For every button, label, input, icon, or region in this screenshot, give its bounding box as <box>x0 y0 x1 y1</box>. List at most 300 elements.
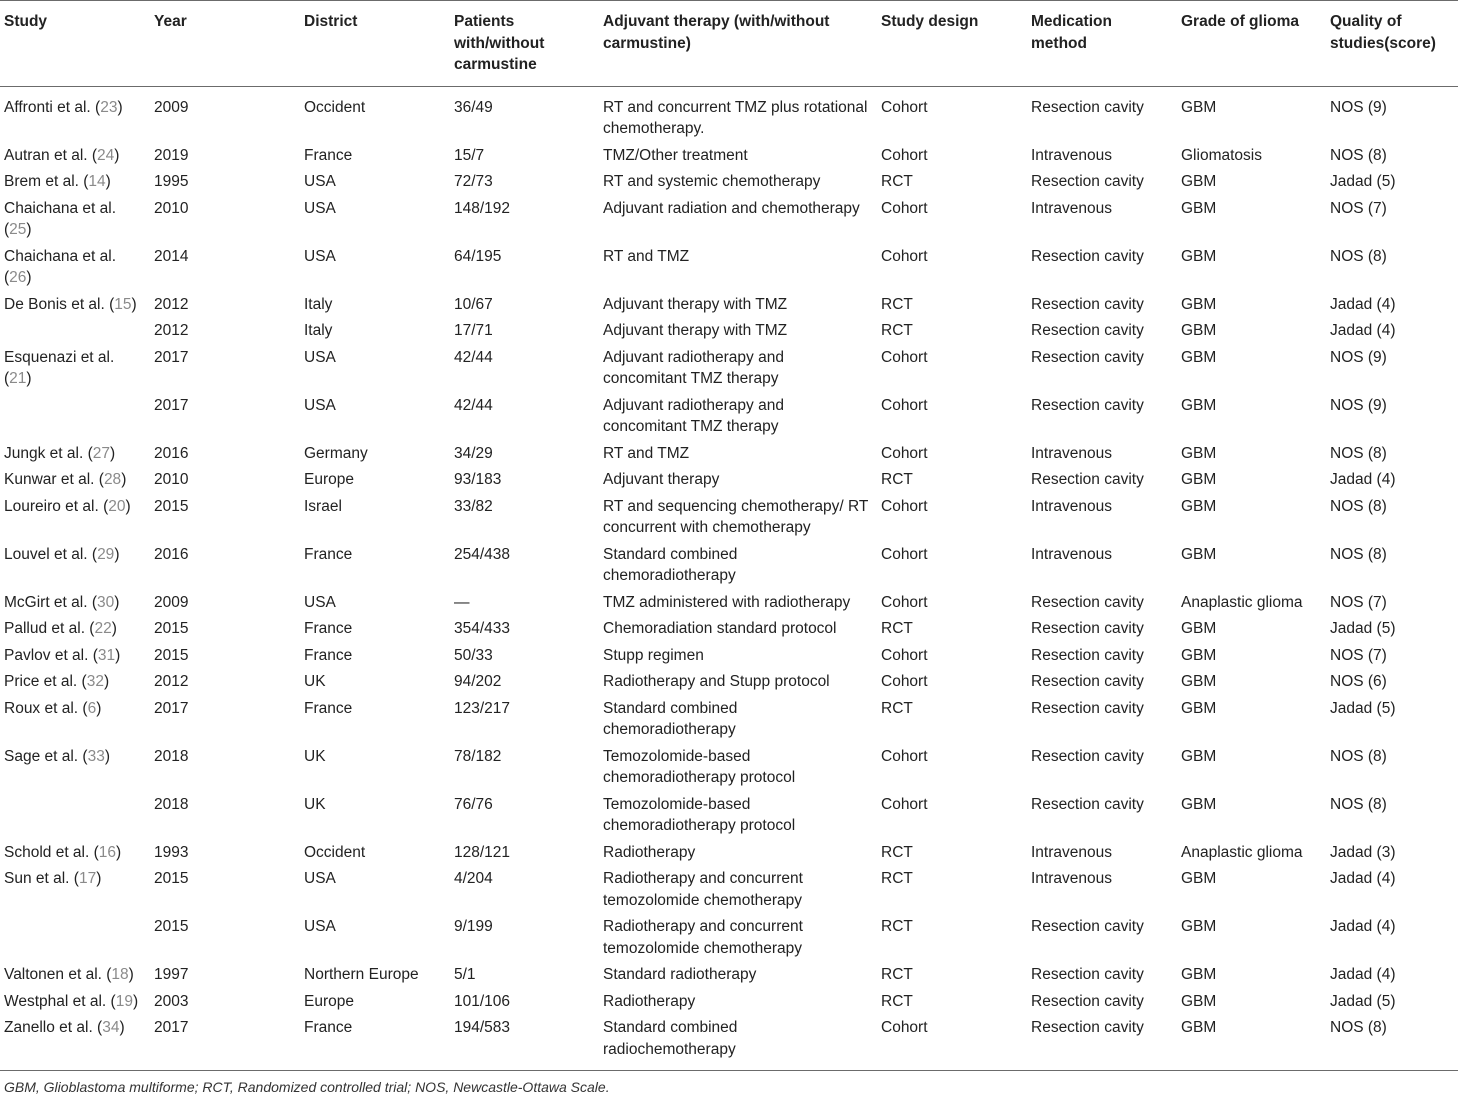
grade-cell: GBM <box>1181 545 1217 563</box>
year-cell: 2014 <box>154 247 189 265</box>
study-design-cell: Cohort <box>881 444 928 462</box>
grade-cell: GBM <box>1181 699 1217 717</box>
district-cell: USA <box>304 247 336 265</box>
district-cell: UK <box>304 795 326 813</box>
table-row <box>0 642 1458 669</box>
reference-link[interactable]: 21 <box>9 370 27 387</box>
quality-score-cell: Jadad (4) <box>1330 471 1396 488</box>
district-cell: USA <box>304 348 336 366</box>
reference-link[interactable]: 19 <box>115 992 133 1010</box>
header-medication-method: Medication method <box>1027 1 1177 87</box>
quality-score-cell: NOS (7) <box>1330 646 1387 664</box>
study-design-cell: RCT <box>881 173 913 190</box>
year-cell: 2018 <box>154 747 189 765</box>
year-cell: 2017 <box>154 699 189 717</box>
study-author-suffix: ) <box>111 620 117 637</box>
reference-link[interactable]: 34 <box>102 1019 120 1036</box>
adjuvant-therapy-cell: Standard combined chemoradiotherapy <box>603 699 738 738</box>
study-author-suffix: ) <box>96 870 102 887</box>
reference-link[interactable]: 26 <box>9 269 27 286</box>
district-cell: Occident <box>304 98 366 116</box>
study-cell <box>0 440 150 467</box>
patients-cell: 254/438 <box>454 545 511 563</box>
table-row <box>0 466 1458 493</box>
header-district: District <box>300 1 450 87</box>
medication-method-cell: Resection cavity <box>1031 396 1144 414</box>
medication-method-cell: Intravenous <box>1031 444 1112 462</box>
patients-cell: 5/1 <box>454 966 476 983</box>
study-author: Roux et al. ( <box>4 699 88 717</box>
year-cell: 2017 <box>154 348 189 366</box>
year-cell: 2012 <box>154 673 189 690</box>
header-study: Study <box>0 1 150 87</box>
patients-cell: 10/67 <box>454 295 493 313</box>
quality-score-cell: Jadad (3) <box>1330 843 1396 861</box>
adjuvant-therapy-cell: Adjuvant radiation and chemotherapy <box>603 199 860 217</box>
grade-cell: GBM <box>1181 396 1217 414</box>
patients-cell: 42/44 <box>454 348 493 366</box>
study-author: Pavlov et al. ( <box>4 646 98 664</box>
study-author-suffix: ) <box>117 98 123 116</box>
study-author-suffix: ) <box>26 269 32 286</box>
study-author: Esquenazi et al. ( <box>4 348 115 387</box>
year-cell: 2012 <box>154 295 189 313</box>
medication-method-cell: Resection cavity <box>1031 98 1144 116</box>
adjuvant-therapy-cell: TMZ/Other treatment <box>603 146 748 164</box>
year-cell: 2018 <box>154 795 189 813</box>
adjuvant-therapy-cell: RT and systemic chemotherapy <box>603 173 821 190</box>
study-cell <box>0 392 150 440</box>
table-row <box>0 291 1458 318</box>
study-cell <box>0 988 150 1015</box>
adjuvant-therapy-cell: Standard combined radiochemotherapy <box>599 1014 877 1071</box>
medication-method-cell: Resection cavity <box>1031 348 1144 366</box>
study-author: Zanello et al. ( <box>4 1019 103 1036</box>
study-author-suffix: ) <box>26 221 32 238</box>
district-cell: USA <box>304 173 336 190</box>
patients-cell: 72/73 <box>454 173 493 190</box>
header-adjuvant-therapy: Adjuvant therapy (with/without carmustine) <box>599 1 877 87</box>
study-author: Affronti et al. ( <box>4 98 101 116</box>
study-cell <box>0 743 150 791</box>
reference-link[interactable]: 15 <box>114 295 132 313</box>
table-row <box>0 1014 1458 1071</box>
district-cell: France <box>304 699 353 717</box>
district-cell: Europe <box>304 992 354 1010</box>
medication-method-cell: Resection cavity <box>1031 992 1144 1010</box>
quality-score-cell: NOS (8) <box>1330 444 1387 462</box>
medication-method-cell: Intravenous <box>1031 497 1112 515</box>
reference-link[interactable]: 30 <box>97 593 115 611</box>
quality-score-cell: Jadad (4) <box>1330 870 1396 887</box>
reference-link[interactable]: 22 <box>94 620 112 637</box>
quality-score-cell: Jadad (4) <box>1330 295 1396 313</box>
table-row <box>0 913 1458 961</box>
adjuvant-therapy-cell: Adjuvant therapy <box>603 471 720 488</box>
grade-cell: Anaplastic glioma <box>1181 593 1303 611</box>
district-cell: Italy <box>304 295 333 313</box>
quality-score-cell: NOS (8) <box>1330 146 1387 164</box>
study-author: Chaichana et al. ( <box>4 199 117 238</box>
study-design-cell: Cohort <box>881 673 928 690</box>
reference-link[interactable]: 6 <box>87 699 97 717</box>
study-cell <box>0 243 150 291</box>
study-author: Kunwar et al. ( <box>4 471 104 488</box>
adjuvant-therapy-cell: Radiotherapy <box>603 992 696 1010</box>
district-cell: France <box>300 1014 450 1071</box>
study-cell <box>0 839 150 866</box>
study-cell <box>0 668 150 695</box>
reference-link[interactable]: 24 <box>97 146 115 164</box>
study-cell <box>0 695 150 743</box>
grade-cell: GBM <box>1181 870 1217 887</box>
medication-method-cell: Resection cavity <box>1031 593 1144 611</box>
district-cell: Northern Europe <box>304 966 419 983</box>
reference-link[interactable]: 31 <box>97 646 116 664</box>
adjuvant-therapy-cell: RT and TMZ <box>603 444 690 462</box>
reference-link[interactable]: 33 <box>87 747 105 765</box>
year-cell: 1993 <box>154 843 189 861</box>
quality-score-cell: Jadad (4) <box>1330 966 1396 983</box>
district-cell: France <box>304 646 353 664</box>
adjuvant-therapy-cell: Standard combined chemoradiotherapy <box>603 545 738 584</box>
medication-method-cell: Resection cavity <box>1031 247 1144 265</box>
study-author: Loureiro et al. ( <box>4 497 109 515</box>
study-author-suffix: ) <box>119 1019 125 1036</box>
reference-link[interactable]: 27 <box>92 444 110 462</box>
reference-link[interactable]: 16 <box>98 843 117 861</box>
patients-cell: 42/44 <box>454 396 493 414</box>
district-cell: France <box>304 545 353 563</box>
study-design-cell: Cohort <box>881 247 928 265</box>
grade-cell: GBM <box>1181 795 1217 813</box>
year-cell: 2015 <box>154 497 189 515</box>
year-cell: 2017 <box>150 1014 300 1071</box>
quality-score-cell: NOS (8) <box>1326 1014 1458 1071</box>
grade-cell: GBM <box>1181 348 1217 366</box>
quality-score-cell: NOS (8) <box>1330 545 1387 563</box>
header-year: Year <box>150 1 300 87</box>
medication-method-cell: Resection cavity <box>1031 747 1144 765</box>
year-cell: 1995 <box>154 173 189 190</box>
patients-cell: 36/49 <box>454 98 493 116</box>
medication-method-cell: Resection cavity <box>1031 295 1144 313</box>
study-cell <box>0 195 150 243</box>
district-cell: USA <box>304 396 336 414</box>
patients-cell: 128/121 <box>454 843 511 861</box>
table-body <box>0 86 1458 1071</box>
study-design-cell: RCT <box>881 322 913 339</box>
adjuvant-therapy-cell: Adjuvant radiotherapy and concomitant TMZ therapy <box>603 396 784 435</box>
medication-method-cell: Resection cavity <box>1031 966 1144 983</box>
table-row <box>0 589 1458 616</box>
study-design-cell: Cohort <box>881 747 928 765</box>
district-cell: Occident <box>304 843 366 861</box>
medication-method-cell: Resection cavity <box>1031 322 1144 339</box>
table-row <box>0 493 1458 541</box>
reference-link[interactable]: 25 <box>9 221 27 238</box>
reference-link[interactable]: 17 <box>78 870 97 887</box>
district-cell: USA <box>304 199 336 217</box>
study-cell <box>0 168 150 195</box>
year-cell: 2015 <box>154 918 189 935</box>
table-row <box>0 961 1458 988</box>
study-design-cell: RCT <box>881 870 913 887</box>
table-row <box>0 344 1458 392</box>
medication-method-cell: Resection cavity <box>1031 620 1144 637</box>
grade-cell: GBM <box>1181 322 1217 339</box>
adjuvant-therapy-cell: Adjuvant therapy with TMZ <box>603 322 788 339</box>
study-author: Pallud et al. ( <box>4 620 95 637</box>
medication-method-cell: Intravenous <box>1031 843 1112 861</box>
table-row <box>0 195 1458 243</box>
medication-method-cell: Resection cavity <box>1031 699 1144 717</box>
study-cell <box>0 961 150 988</box>
quality-score-cell: Jadad (4) <box>1330 322 1396 339</box>
year-cell: 2009 <box>154 593 189 611</box>
quality-score-cell: NOS (8) <box>1330 497 1387 515</box>
study-cell <box>0 317 150 344</box>
study-design-cell: Cohort <box>881 497 928 515</box>
quality-score-cell: NOS (8) <box>1330 247 1387 265</box>
table-row <box>0 440 1458 467</box>
reference-link[interactable]: 32 <box>86 673 104 690</box>
study-cell <box>0 615 150 642</box>
study-cell <box>0 493 150 541</box>
patients-cell: 101/106 <box>454 992 511 1010</box>
medication-method-cell: Intravenous <box>1031 545 1112 563</box>
study-author-suffix: ) <box>114 146 120 164</box>
reference-link[interactable]: 14 <box>88 173 106 190</box>
study-cell <box>0 541 150 589</box>
year-cell: 2016 <box>154 545 189 563</box>
study-author-suffix: ) <box>131 295 137 313</box>
adjuvant-therapy-cell: Radiotherapy and Stupp protocol <box>603 673 830 690</box>
district-cell: France <box>304 146 353 164</box>
grade-cell: Gliomatosis <box>1181 146 1262 164</box>
quality-score-cell: NOS (9) <box>1330 396 1387 414</box>
study-design-cell: Cohort <box>881 396 928 414</box>
study-design-cell: RCT <box>881 992 913 1010</box>
year-cell: 2003 <box>154 992 189 1010</box>
reference-link[interactable]: 23 <box>100 98 118 116</box>
table-row <box>0 168 1458 195</box>
study-author: Price et al. ( <box>4 673 87 690</box>
study-design-cell: Cohort <box>881 348 928 366</box>
reference-link[interactable]: 18 <box>111 966 129 983</box>
year-cell: 2009 <box>154 98 189 116</box>
district-cell: Israel <box>304 497 342 515</box>
adjuvant-therapy-cell: Standard radiotherapy <box>603 966 757 983</box>
medication-method-cell: Resection cavity <box>1031 673 1144 690</box>
study-author-suffix: ) <box>105 173 111 190</box>
medication-method-cell: Resection cavity <box>1031 795 1144 813</box>
table-row <box>0 988 1458 1015</box>
quality-score-cell: NOS (8) <box>1330 795 1387 813</box>
patients-cell: 78/182 <box>454 747 502 765</box>
patients-cell: 76/76 <box>454 795 493 813</box>
district-cell: France <box>304 620 353 637</box>
header-patients: Patients with/without carmustine <box>450 1 599 87</box>
study-cell <box>0 466 150 493</box>
district-cell: Europe <box>304 471 354 488</box>
study-author-suffix: ) <box>96 699 102 717</box>
year-cell: 2016 <box>154 444 189 462</box>
study-design-cell: RCT <box>881 843 913 861</box>
quality-score-cell: Jadad (4) <box>1330 918 1396 935</box>
study-author-suffix: ) <box>110 444 116 462</box>
table-row <box>0 317 1458 344</box>
study-author-suffix: ) <box>132 992 139 1010</box>
study-design-cell: Cohort <box>881 646 928 664</box>
patients-cell: 93/183 <box>454 471 502 488</box>
table-row <box>0 839 1458 866</box>
table-row <box>0 865 1458 913</box>
reference-link[interactable]: 28 <box>103 471 122 488</box>
adjuvant-therapy-cell: Adjuvant therapy with TMZ <box>603 295 788 313</box>
study-author-suffix: ) <box>114 593 120 611</box>
study-design-cell: RCT <box>881 699 913 717</box>
study-design-cell: Cohort <box>881 98 928 116</box>
header-grade-of-glioma: Grade of glioma <box>1177 1 1326 87</box>
adjuvant-therapy-cell: RT and concurrent TMZ plus rotational chemotherapy. <box>603 98 868 137</box>
quality-score-cell: NOS (7) <box>1330 593 1387 611</box>
grade-cell: Anaplastic glioma <box>1181 843 1303 861</box>
year-cell: 2017 <box>154 396 189 414</box>
study-author-suffix: ) <box>103 673 110 690</box>
study-author: Autran et al. ( <box>4 146 98 164</box>
study-design-cell: Cohort <box>881 199 928 217</box>
study-author: Sun et al. ( <box>4 870 79 887</box>
study-author: Jungk et al. ( <box>4 444 93 462</box>
table-row <box>0 615 1458 642</box>
study-author-suffix: ) <box>114 545 120 563</box>
study-author: Valtonen et al. ( <box>4 966 112 983</box>
table-header-row <box>0 1 1458 87</box>
quality-score-cell: Jadad (5) <box>1330 992 1396 1010</box>
year-cell: 2010 <box>154 471 189 488</box>
patients-cell: 17/71 <box>454 322 493 339</box>
study-author: Schold et al. ( <box>4 843 99 861</box>
patients-cell: 64/195 <box>454 247 502 265</box>
table-row <box>0 668 1458 695</box>
grade-cell: GBM <box>1181 918 1217 935</box>
adjuvant-therapy-cell: TMZ administered with radiotherapy <box>603 593 851 611</box>
patients-cell: 194/583 <box>450 1014 599 1071</box>
year-cell: 2010 <box>154 199 189 217</box>
study-design-cell: Cohort <box>881 545 928 563</box>
study-author: Brem et al. ( <box>4 173 89 190</box>
patients-cell: 94/202 <box>454 673 502 690</box>
adjuvant-therapy-cell: Adjuvant radiotherapy and concomitant TMZ therapy <box>603 348 784 387</box>
study-cell <box>0 642 150 669</box>
study-author: De Bonis et al. ( <box>4 295 115 313</box>
study-author: McGirt et al. ( <box>4 593 98 611</box>
patients-cell: 148/192 <box>454 199 511 217</box>
grade-cell: GBM <box>1181 295 1217 313</box>
medication-method-cell: Intravenous <box>1031 146 1112 164</box>
study-design-cell: Cohort <box>881 146 928 164</box>
grade-cell: GBM <box>1181 471 1217 488</box>
grade-cell: GBM <box>1181 620 1217 637</box>
study-author: Sage et al. ( <box>4 747 88 765</box>
adjuvant-therapy-cell: Temozolomide-based chemoradiotherapy protocol <box>603 795 796 834</box>
study-design-cell: RCT <box>881 966 913 983</box>
medication-method-cell: Resection cavity <box>1031 918 1144 935</box>
grade-cell: GBM <box>1177 1014 1326 1071</box>
study-design-cell: Cohort <box>881 795 928 813</box>
reference-link[interactable]: 29 <box>97 545 115 563</box>
study-author-suffix: ) <box>121 471 127 488</box>
patients-cell: 33/82 <box>454 497 493 515</box>
district-cell: Germany <box>304 444 368 462</box>
district-cell: USA <box>304 593 336 611</box>
adjuvant-therapy-cell: Temozolomide-based chemoradiotherapy protocol <box>603 747 796 786</box>
study-author-suffix: ) <box>125 497 131 515</box>
patients-cell: 354/433 <box>454 620 511 637</box>
adjuvant-therapy-cell: RT and TMZ <box>603 247 690 265</box>
table-row <box>0 392 1458 440</box>
quality-score-cell: Jadad (5) <box>1330 620 1396 637</box>
study-design-cell: RCT <box>881 918 913 935</box>
year-cell: 2015 <box>154 870 189 887</box>
study-design-cell: Cohort <box>881 593 928 611</box>
study-cell <box>0 291 150 318</box>
grade-cell: GBM <box>1181 98 1217 116</box>
adjuvant-therapy-cell: Radiotherapy <box>603 843 696 861</box>
quality-score-cell: NOS (9) <box>1330 98 1387 116</box>
grade-cell: GBM <box>1181 673 1217 690</box>
patients-cell: 123/217 <box>454 699 511 717</box>
patients-cell: 15/7 <box>454 146 485 164</box>
patients-cell: 9/199 <box>454 918 493 935</box>
quality-score-cell: Jadad (5) <box>1330 699 1396 717</box>
year-cell: 1997 <box>154 966 189 983</box>
quality-score-cell: NOS (9) <box>1330 348 1387 366</box>
medication-method-cell: Resection cavity <box>1031 646 1144 664</box>
adjuvant-therapy-cell: Stupp regimen <box>603 646 704 664</box>
patients-cell: 34/29 <box>454 444 493 462</box>
study-design-cell: RCT <box>881 295 913 313</box>
grade-cell: GBM <box>1181 646 1217 664</box>
patients-cell: 4/204 <box>454 870 493 887</box>
study-design-cell: Cohort <box>877 1014 1027 1071</box>
table-row <box>0 86 1458 142</box>
grade-cell: GBM <box>1181 747 1217 765</box>
study-design-cell: RCT <box>881 471 913 488</box>
district-cell: USA <box>304 918 336 935</box>
study-cell <box>0 865 150 913</box>
table-row <box>0 243 1458 291</box>
reference-link[interactable]: 20 <box>108 497 126 515</box>
year-cell: 2015 <box>154 646 189 664</box>
header-study-design: Study design <box>877 1 1027 87</box>
study-author-suffix: ) <box>115 646 121 664</box>
study-design-cell: RCT <box>881 620 913 637</box>
quality-score-cell: NOS (8) <box>1330 747 1387 765</box>
medication-method-cell: Resection cavity <box>1031 471 1144 488</box>
adjuvant-therapy-cell: Radiotherapy and concurrent temozolomide chemotherapy <box>603 870 803 909</box>
study-author-suffix: ) <box>26 370 32 387</box>
district-cell: USA <box>304 870 336 887</box>
grade-cell: GBM <box>1181 497 1217 515</box>
study-author: Chaichana et al. ( <box>4 247 117 286</box>
medication-method-cell: Resection cavity <box>1031 173 1144 190</box>
grade-cell: GBM <box>1181 966 1217 983</box>
study-author: Westphal et al. ( <box>4 992 116 1010</box>
table-row <box>0 541 1458 589</box>
study-cell <box>0 589 150 616</box>
